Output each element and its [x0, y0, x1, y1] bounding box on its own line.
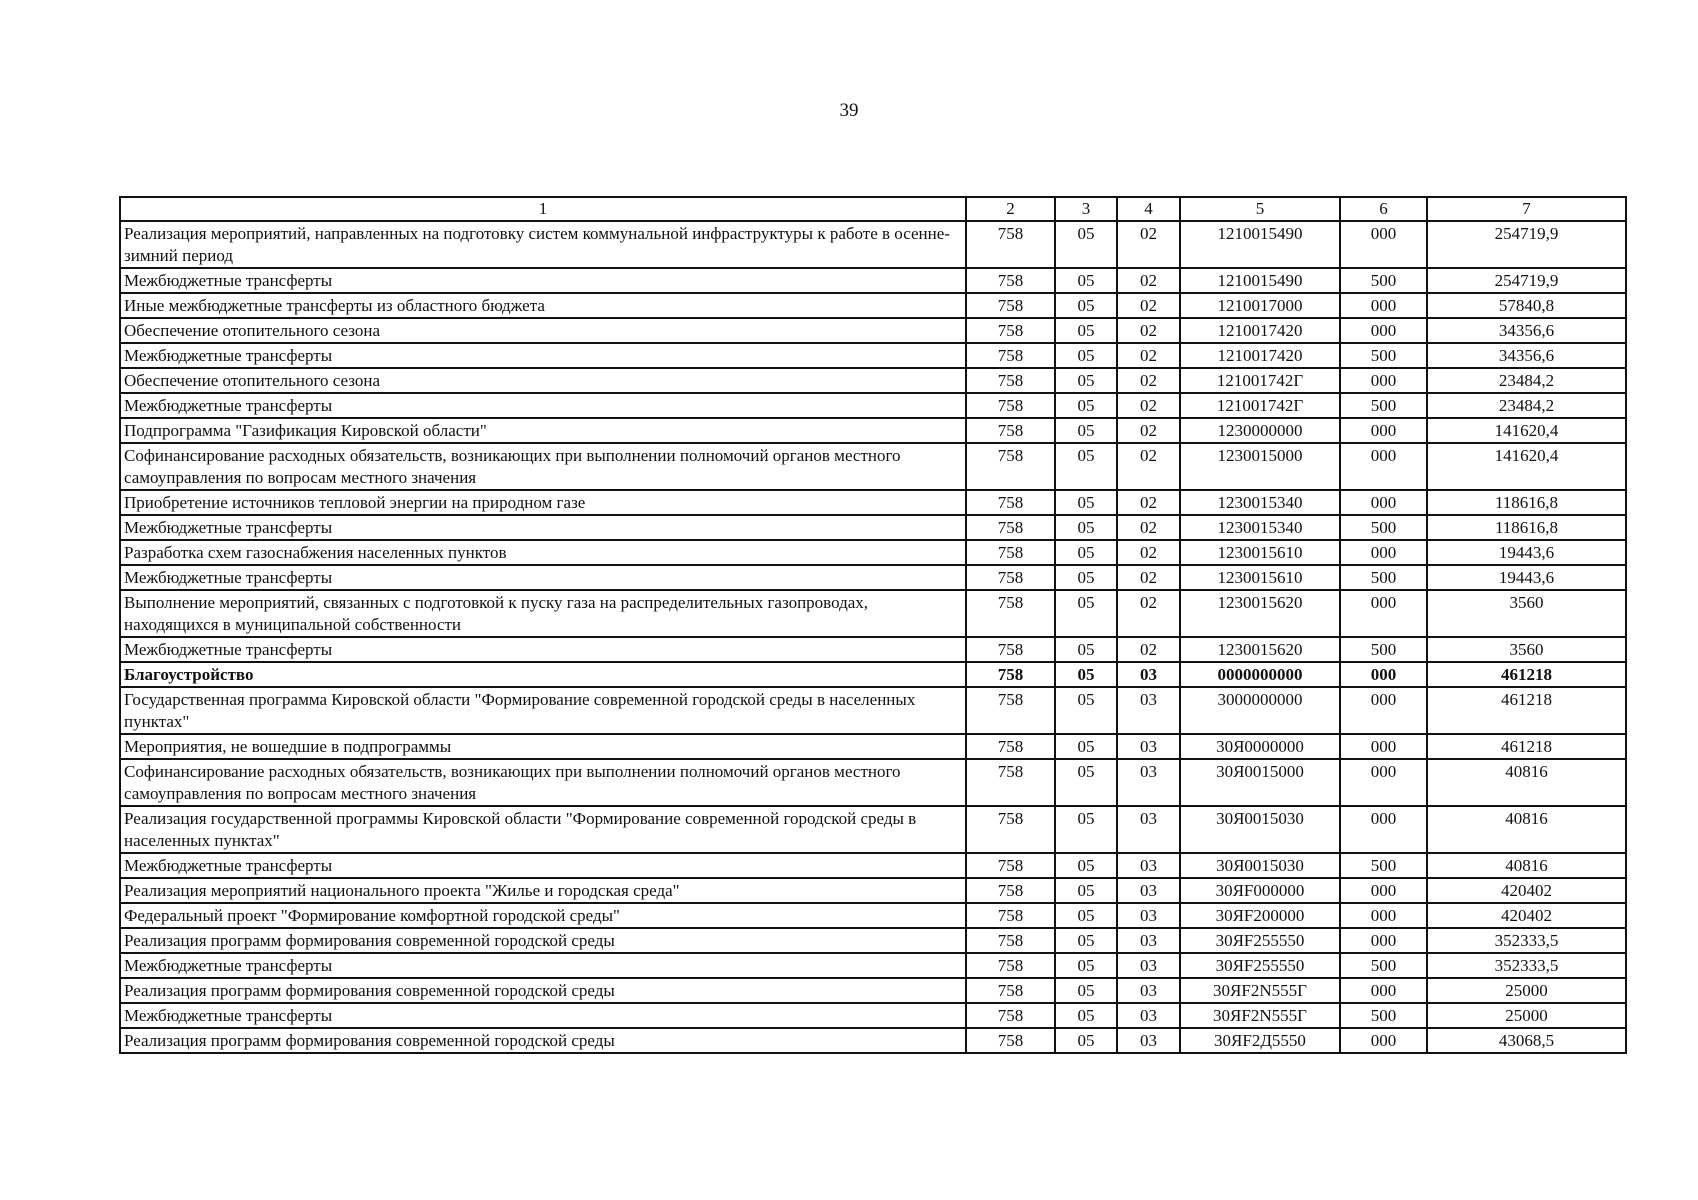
row-col-4: 02	[1117, 368, 1180, 393]
row-name: Межбюджетные трансферты	[120, 1003, 966, 1028]
row-col-6: 500	[1340, 565, 1427, 590]
row-col-5: 1210015490	[1180, 221, 1340, 268]
row-name: Реализация мероприятий, направленных на подготовку систем коммунальной инфраструктуры к работе в осенне-зимний период	[120, 221, 966, 268]
row-col-3: 05	[1055, 293, 1117, 318]
row-col-2: 758	[966, 928, 1055, 953]
table-row	[120, 853, 1626, 878]
row-col-2: 758	[966, 443, 1055, 490]
row-col-3: 05	[1055, 393, 1117, 418]
row-col-3: 05	[1055, 687, 1117, 734]
row-col-3: 05	[1055, 878, 1117, 903]
row-col-7: 141620,4	[1427, 443, 1626, 490]
row-col-7: 254719,9	[1427, 268, 1626, 293]
row-col-7: 40816	[1427, 806, 1626, 853]
row-col-2: 758	[966, 540, 1055, 565]
table-row	[120, 368, 1626, 393]
table-row	[120, 318, 1626, 343]
row-col-3: 05	[1055, 490, 1117, 515]
row-col-6: 500	[1340, 853, 1427, 878]
table-row	[120, 1028, 1626, 1053]
row-col-2: 758	[966, 903, 1055, 928]
row-col-2: 758	[966, 878, 1055, 903]
row-col-6: 000	[1340, 978, 1427, 1003]
row-col-6: 000	[1340, 368, 1427, 393]
row-col-2: 758	[966, 687, 1055, 734]
row-col-4: 02	[1117, 221, 1180, 268]
row-col-2: 758	[966, 662, 1055, 687]
row-col-6: 500	[1340, 343, 1427, 368]
row-col-3: 05	[1055, 343, 1117, 368]
row-col-7: 352333,5	[1427, 953, 1626, 978]
row-col-7: 34356,6	[1427, 343, 1626, 368]
row-name: Обеспечение отопительного сезона	[120, 318, 966, 343]
table-row	[120, 590, 1626, 637]
row-col-5: 3000000000	[1180, 687, 1340, 734]
table-row	[120, 490, 1626, 515]
table-row	[120, 662, 1626, 687]
table-row	[120, 221, 1626, 268]
row-col-5: 30ЯF255550	[1180, 928, 1340, 953]
row-name: Благоустройство	[120, 662, 966, 687]
table-row	[120, 515, 1626, 540]
header-col-4: 4	[1117, 197, 1180, 221]
row-col-5: 1210017000	[1180, 293, 1340, 318]
row-col-5: 30ЯF000000	[1180, 878, 1340, 903]
row-col-7: 25000	[1427, 978, 1626, 1003]
row-name: Межбюджетные трансферты	[120, 515, 966, 540]
row-name: Реализация программ формирования современной городской среды	[120, 978, 966, 1003]
header-col-3: 3	[1055, 197, 1117, 221]
row-col-7: 461218	[1427, 687, 1626, 734]
table-row	[120, 540, 1626, 565]
row-col-5: 1230015000	[1180, 443, 1340, 490]
row-col-6: 000	[1340, 662, 1427, 687]
table-row	[120, 878, 1626, 903]
row-col-3: 05	[1055, 318, 1117, 343]
row-col-7: 34356,6	[1427, 318, 1626, 343]
row-col-2: 758	[966, 393, 1055, 418]
row-col-4: 03	[1117, 662, 1180, 687]
row-col-2: 758	[966, 853, 1055, 878]
row-col-3: 05	[1055, 928, 1117, 953]
row-col-5: 30Я0015030	[1180, 853, 1340, 878]
row-col-5: 1230015620	[1180, 590, 1340, 637]
row-col-4: 03	[1117, 759, 1180, 806]
row-col-3: 05	[1055, 662, 1117, 687]
row-col-7: 43068,5	[1427, 1028, 1626, 1053]
row-col-2: 758	[966, 293, 1055, 318]
row-col-2: 758	[966, 565, 1055, 590]
row-col-7: 118616,8	[1427, 490, 1626, 515]
row-col-7: 3560	[1427, 590, 1626, 637]
row-col-3: 05	[1055, 1003, 1117, 1028]
row-col-6: 000	[1340, 903, 1427, 928]
row-col-6: 000	[1340, 759, 1427, 806]
row-name: Реализация мероприятий национального проекта "Жилье и городская среда"	[120, 878, 966, 903]
row-col-6: 000	[1340, 540, 1427, 565]
row-col-5: 30ЯF200000	[1180, 903, 1340, 928]
row-col-5: 1230015610	[1180, 565, 1340, 590]
row-col-6: 000	[1340, 318, 1427, 343]
row-col-5: 30Я0015000	[1180, 759, 1340, 806]
row-col-7: 19443,6	[1427, 565, 1626, 590]
row-col-5: 121001742Г	[1180, 368, 1340, 393]
row-col-4: 02	[1117, 515, 1180, 540]
row-col-2: 758	[966, 318, 1055, 343]
row-col-4: 02	[1117, 343, 1180, 368]
row-col-7: 420402	[1427, 878, 1626, 903]
row-col-6: 000	[1340, 490, 1427, 515]
header-col-5: 5	[1180, 197, 1340, 221]
row-col-6: 500	[1340, 637, 1427, 662]
row-name: Софинансирование расходных обязательств, возникающих при выполнении полномочий органов местного самоуправления по вопросам местного значения	[120, 759, 966, 806]
row-col-4: 02	[1117, 393, 1180, 418]
row-name: Выполнение мероприятий, связанных с подготовкой к пуску газа на распределительных газопроводах, находящихся в муниципальной собственности	[120, 590, 966, 637]
row-col-6: 000	[1340, 221, 1427, 268]
row-col-2: 758	[966, 368, 1055, 393]
header-col-6: 6	[1340, 197, 1427, 221]
row-col-7: 254719,9	[1427, 221, 1626, 268]
row-col-5: 30ЯF2N555Г	[1180, 978, 1340, 1003]
row-col-3: 05	[1055, 540, 1117, 565]
row-col-2: 758	[966, 637, 1055, 662]
row-col-7: 40816	[1427, 759, 1626, 806]
row-col-5: 1210015490	[1180, 268, 1340, 293]
row-col-4: 02	[1117, 268, 1180, 293]
table-row	[120, 928, 1626, 953]
row-col-2: 758	[966, 1028, 1055, 1053]
row-col-5: 30Я0015030	[1180, 806, 1340, 853]
row-col-5: 1230015340	[1180, 490, 1340, 515]
row-col-6: 500	[1340, 953, 1427, 978]
table-row	[120, 978, 1626, 1003]
table-row	[120, 637, 1626, 662]
row-col-5: 30Я0000000	[1180, 734, 1340, 759]
row-col-6: 000	[1340, 878, 1427, 903]
table-row	[120, 687, 1626, 734]
row-col-4: 03	[1117, 806, 1180, 853]
row-name: Межбюджетные трансферты	[120, 637, 966, 662]
row-name: Межбюджетные трансферты	[120, 853, 966, 878]
row-col-3: 05	[1055, 978, 1117, 1003]
row-col-2: 758	[966, 1003, 1055, 1028]
row-col-6: 500	[1340, 268, 1427, 293]
row-col-7: 40816	[1427, 853, 1626, 878]
row-col-3: 05	[1055, 368, 1117, 393]
row-name: Межбюджетные трансферты	[120, 953, 966, 978]
table-row	[120, 268, 1626, 293]
row-name: Реализация программ формирования современной городской среды	[120, 928, 966, 953]
row-name: Приобретение источников тепловой энергии на природном газе	[120, 490, 966, 515]
row-col-5: 30ЯF255550	[1180, 953, 1340, 978]
table-row	[120, 903, 1626, 928]
row-col-6: 000	[1340, 443, 1427, 490]
row-col-6: 000	[1340, 1028, 1427, 1053]
row-col-4: 03	[1117, 928, 1180, 953]
row-col-3: 05	[1055, 953, 1117, 978]
row-col-4: 02	[1117, 637, 1180, 662]
row-col-2: 758	[966, 806, 1055, 853]
row-col-4: 02	[1117, 490, 1180, 515]
table-row	[120, 1003, 1626, 1028]
row-col-4: 03	[1117, 1003, 1180, 1028]
row-name: Разработка схем газоснабжения населенных пунктов	[120, 540, 966, 565]
row-name: Межбюджетные трансферты	[120, 343, 966, 368]
row-name: Реализация программ формирования современной городской среды	[120, 1028, 966, 1053]
row-col-4: 02	[1117, 590, 1180, 637]
row-col-6: 000	[1340, 687, 1427, 734]
row-col-4: 03	[1117, 734, 1180, 759]
row-col-7: 352333,5	[1427, 928, 1626, 953]
row-col-6: 000	[1340, 806, 1427, 853]
row-col-4: 02	[1117, 443, 1180, 490]
row-name: Государственная программа Кировской области "Формирование современной городской среды в населенных пунктах"	[120, 687, 966, 734]
row-col-7: 461218	[1427, 662, 1626, 687]
row-col-2: 758	[966, 221, 1055, 268]
row-col-4: 02	[1117, 318, 1180, 343]
row-col-2: 758	[966, 490, 1055, 515]
table-row	[120, 293, 1626, 318]
row-col-3: 05	[1055, 515, 1117, 540]
table-body	[120, 221, 1626, 1053]
row-col-3: 05	[1055, 637, 1117, 662]
row-name: Подпрограмма "Газификация Кировской области"	[120, 418, 966, 443]
row-name: Иные межбюджетные трансферты из областного бюджета	[120, 293, 966, 318]
row-name: Мероприятия, не вошедшие в подпрограммы	[120, 734, 966, 759]
table-header	[120, 197, 1626, 221]
row-name: Реализация государственной программы Кировской области "Формирование современной городской среды в населенных пунктах"	[120, 806, 966, 853]
row-col-7: 3560	[1427, 637, 1626, 662]
row-col-4: 02	[1117, 565, 1180, 590]
row-col-2: 758	[966, 343, 1055, 368]
row-col-4: 03	[1117, 978, 1180, 1003]
row-col-5: 1230000000	[1180, 418, 1340, 443]
row-col-4: 03	[1117, 1028, 1180, 1053]
row-col-4: 02	[1117, 418, 1180, 443]
row-col-3: 05	[1055, 268, 1117, 293]
row-col-3: 05	[1055, 1028, 1117, 1053]
row-col-4: 03	[1117, 878, 1180, 903]
row-col-5: 121001742Г	[1180, 393, 1340, 418]
row-col-2: 758	[966, 953, 1055, 978]
row-col-7: 57840,8	[1427, 293, 1626, 318]
row-col-4: 02	[1117, 540, 1180, 565]
row-col-2: 758	[966, 268, 1055, 293]
row-col-7: 19443,6	[1427, 540, 1626, 565]
row-col-2: 758	[966, 590, 1055, 637]
row-name: Софинансирование расходных обязательств, возникающих при выполнении полномочий органов местного самоуправления по вопросам местного значения	[120, 443, 966, 490]
row-col-7: 420402	[1427, 903, 1626, 928]
row-col-7: 23484,2	[1427, 393, 1626, 418]
table-row	[120, 418, 1626, 443]
row-col-3: 05	[1055, 853, 1117, 878]
table-row	[120, 806, 1626, 853]
row-col-6: 000	[1340, 590, 1427, 637]
budget-table	[119, 196, 1627, 1054]
row-col-4: 02	[1117, 293, 1180, 318]
row-col-2: 758	[966, 978, 1055, 1003]
row-col-5: 30ЯF2N555Г	[1180, 1003, 1340, 1028]
row-col-6: 500	[1340, 393, 1427, 418]
header-col-1: 1	[120, 197, 966, 221]
row-col-5: 0000000000	[1180, 662, 1340, 687]
row-name: Федеральный проект "Формирование комфортной городской среды"	[120, 903, 966, 928]
row-col-6: 000	[1340, 734, 1427, 759]
header-col-2: 2	[966, 197, 1055, 221]
row-col-3: 05	[1055, 759, 1117, 806]
row-col-6: 000	[1340, 293, 1427, 318]
header-row	[120, 197, 1626, 221]
row-col-5: 30ЯF2Д5550	[1180, 1028, 1340, 1053]
table-row	[120, 759, 1626, 806]
page-number: 39	[839, 100, 859, 121]
row-col-3: 05	[1055, 443, 1117, 490]
row-col-2: 758	[966, 759, 1055, 806]
row-name: Межбюджетные трансферты	[120, 268, 966, 293]
header-col-7: 7	[1427, 197, 1626, 221]
row-col-3: 05	[1055, 221, 1117, 268]
row-col-5: 1210017420	[1180, 318, 1340, 343]
row-col-7: 461218	[1427, 734, 1626, 759]
row-col-3: 05	[1055, 590, 1117, 637]
row-col-5: 1210017420	[1180, 343, 1340, 368]
row-col-4: 03	[1117, 853, 1180, 878]
table-row	[120, 443, 1626, 490]
row-col-3: 05	[1055, 903, 1117, 928]
row-col-5: 1230015610	[1180, 540, 1340, 565]
table-row	[120, 734, 1626, 759]
row-col-6: 500	[1340, 515, 1427, 540]
row-col-7: 141620,4	[1427, 418, 1626, 443]
table-row	[120, 565, 1626, 590]
row-col-3: 05	[1055, 806, 1117, 853]
row-name: Обеспечение отопительного сезона	[120, 368, 966, 393]
row-col-7: 25000	[1427, 1003, 1626, 1028]
row-col-2: 758	[966, 515, 1055, 540]
row-col-7: 118616,8	[1427, 515, 1626, 540]
row-col-7: 23484,2	[1427, 368, 1626, 393]
row-col-4: 03	[1117, 687, 1180, 734]
table-row	[120, 953, 1626, 978]
row-col-6: 000	[1340, 928, 1427, 953]
row-col-3: 05	[1055, 418, 1117, 443]
row-col-6: 000	[1340, 418, 1427, 443]
row-name: Межбюджетные трансферты	[120, 393, 966, 418]
row-name: Межбюджетные трансферты	[120, 565, 966, 590]
row-col-4: 03	[1117, 903, 1180, 928]
row-col-5: 1230015620	[1180, 637, 1340, 662]
row-col-6: 500	[1340, 1003, 1427, 1028]
row-col-4: 03	[1117, 953, 1180, 978]
row-col-2: 758	[966, 734, 1055, 759]
table-row	[120, 343, 1626, 368]
row-col-5: 1230015340	[1180, 515, 1340, 540]
row-col-3: 05	[1055, 565, 1117, 590]
row-col-2: 758	[966, 418, 1055, 443]
row-col-3: 05	[1055, 734, 1117, 759]
table-row	[120, 393, 1626, 418]
